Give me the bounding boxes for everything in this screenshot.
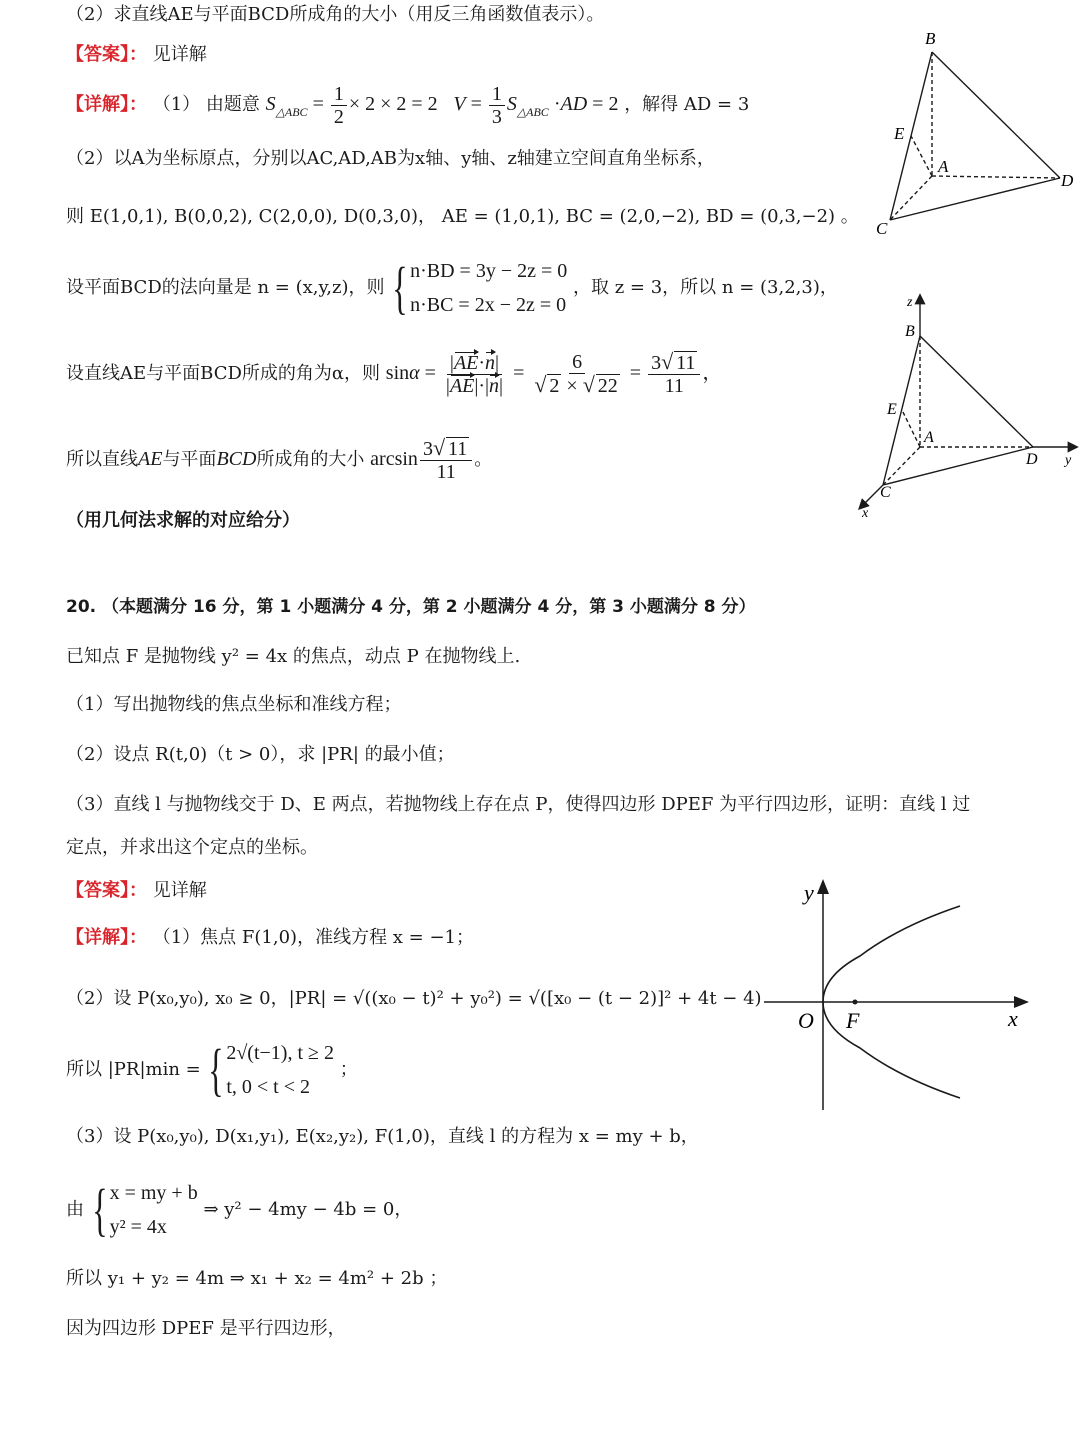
step1-area-formula: $S_{\triangle ABC}$ = $\frac{1}{2}$ × 2 × 2 = 2 <box>265 82 448 128</box>
part2-text: （2）设点 R(t,0)（t > 0），求 |PR| 的最小值； <box>66 744 455 765</box>
sol3-setup-text: （3）设 P(x₀,y₀), D(x₁,y₁), E(x₂,y₂), F(1,0)，直线 l 的方程为 x = my + b， <box>66 1126 699 1147</box>
normal-eq1: n·BD = 3y − 2z = 0 <box>410 260 568 282</box>
label-B: B <box>925 29 936 48</box>
sol1-text: （1）焦点 F(1,0)，准线方程 x = −1； <box>152 927 474 948</box>
left-brace: { <box>392 255 408 320</box>
edge-AE <box>902 410 920 447</box>
answer-text: 见详解 <box>152 44 207 65</box>
label-y: y <box>1065 453 1072 468</box>
label-F: F <box>846 1008 860 1033</box>
parallelogram-text: 因为四边形 DPEF 是平行四边形， <box>66 1318 346 1339</box>
label-A: A <box>924 429 934 446</box>
coords-text: 则 E(1,0,1), B(0,0,2), C(2,0,0), D(0,3,0)， <box>66 206 437 227</box>
q20-part2 <box>66 742 455 768</box>
system-prefix: 由 <box>66 1199 84 1220</box>
label-O: O <box>798 1008 814 1033</box>
answer-text: 见详解 <box>152 880 207 901</box>
q19-detail-step1 <box>66 80 749 136</box>
min-case2: t, 0 < t < 2 <box>226 1076 310 1098</box>
step1-prefix: （1） 由题意 <box>152 94 260 115</box>
part1-text: （1）写出抛物线的焦点坐标和准线方程； <box>66 694 402 715</box>
fraction-one-half: $\frac{1}{2}$ <box>331 83 347 128</box>
semicolon: ； <box>339 1059 358 1080</box>
label-D: D <box>1061 171 1074 190</box>
tetrahedron-figure <box>862 24 1078 240</box>
sol2-text: （2）设 P(x₀,y₀), x₀ ≥ 0，|PR| = √((x₀ − t)² + y₀²) = √([x₀ − (t − 2)]² + 4t − 4) <box>66 988 762 1009</box>
q20-solution1 <box>66 925 474 951</box>
line-parabola-system <box>90 1176 198 1244</box>
q20-parallelogram <box>66 1316 346 1342</box>
vieta-text: 所以 y₁ + y₂ = 4m ⇒ x₁ + x₂ = 4m² + 2b ； <box>66 1268 448 1289</box>
q20-solution2 <box>66 986 762 1012</box>
sin-formula: sinα = $\frac{|AE\cdot n|}{|AE|\cdot|n|}$ = $\frac{6}{√ 2 \times √ 22}$ = $\frac{3√ 11}{11}$ ， <box>385 349 723 397</box>
question-text: （2）求直线AE与平面BCD所成角的大小（用反三角函数值表示）。 <box>66 4 605 25</box>
left-brace: { <box>91 1177 108 1242</box>
sin-intro: 设直线AE与平面BCD所成的角为α，则 <box>66 363 381 384</box>
q20-system <box>66 1176 412 1244</box>
min-case1: 2√(t−1), t ≥ 2 <box>226 1042 334 1064</box>
q19-step2-coords <box>66 204 859 230</box>
system-eq1: x = my + b <box>109 1182 198 1204</box>
label-B: B <box>905 323 915 340</box>
q20-header <box>66 594 756 620</box>
focus-point <box>853 1000 858 1005</box>
step1-volume-formula: V = $\frac{1}{3}$ $S_{\triangle ABC} \cdot AD = 2$ <box>453 82 619 128</box>
q19-sin-alpha <box>66 346 722 401</box>
edge-CD <box>890 178 1060 220</box>
q20-part3-line2 <box>66 835 318 861</box>
part3-text-1: （3）直线 l 与抛物线交于 D、E 两点，若抛物线上存在点 P，使得四边形 DPEF 为平行四边形，证明：直线 l 过 <box>66 794 971 815</box>
step1-result: ，解得 AD = 3 <box>624 94 750 115</box>
edge-CD <box>883 447 1033 485</box>
detail-label: 【详解】： <box>66 94 147 115</box>
q20-solution3-setup <box>66 1124 699 1150</box>
conclusion-text: 所以直线AE与平面BCD所成角的大小 arcsin $\frac{3√ 11}{11}$ 。 <box>66 435 493 483</box>
answer-label: 【答案】： <box>66 44 147 65</box>
left-brace: { <box>208 1037 225 1102</box>
label-E: E <box>887 401 897 418</box>
stem-text: 已知点 F 是抛物线 y² = 4x 的焦点，动点 P 在抛物线上. <box>66 646 521 667</box>
part3-text-2: 定点，并求出这个定点的坐标。 <box>66 837 318 858</box>
label-A: A <box>938 157 949 176</box>
q19-answer-row <box>66 42 207 68</box>
min-prefix: 所以 |PR|min = <box>66 1059 201 1080</box>
q19-conclusion <box>66 432 492 487</box>
label-C: C <box>876 219 888 238</box>
label-C: C <box>880 484 891 501</box>
normal-eq2: n·BC = 2x − 2z = 0 <box>410 294 567 316</box>
q20-min-value <box>66 1036 358 1104</box>
edge-BD <box>932 52 1060 178</box>
edge-AE <box>911 136 932 176</box>
label-y: y <box>804 880 814 905</box>
fraction-one-third: $\frac{1}{3}$ <box>489 83 505 128</box>
coordinate-tetrahedron-figure <box>850 292 1080 520</box>
step2-intro-text: （2）以A为坐标原点，分别以AC,AD,AB为x轴、y轴、z轴建立空间直角坐标系， <box>66 148 715 169</box>
q20-stem <box>66 644 520 670</box>
label-D: D <box>1026 451 1038 468</box>
min-cases <box>206 1036 334 1104</box>
edge-AD <box>932 176 1060 178</box>
label-E: E <box>894 124 905 143</box>
fraction-dot-over-norms: $\frac{|AE\cdot n|}{|AE|\cdot|n|}$ <box>445 351 504 397</box>
q19-step2-intro <box>66 146 715 172</box>
detail-label: 【详解】： <box>66 927 147 948</box>
label-x: x <box>1008 1006 1018 1031</box>
q20-header-text: 20. （本题满分 16 分，第 1 小题满分 4 分，第 2 小题满分 4 分，第 3 小题满分 8 分） <box>66 597 756 617</box>
edge-BD <box>920 336 1033 447</box>
q19-part2-question <box>66 2 604 28</box>
note-text: （用几何法求解的对应给分） <box>66 510 300 531</box>
fraction-six-over-roots: $\frac{6}{√ 2 \times √ 22}$ <box>534 351 618 397</box>
q20-part3-line1 <box>66 792 970 818</box>
q20-answer-row <box>66 878 207 904</box>
q19-normal-vector <box>66 254 838 322</box>
system-eq2: y² = 4x <box>109 1216 167 1238</box>
parabola-figure <box>760 876 1040 1116</box>
q20-part1 <box>66 692 401 718</box>
normal-choice: ，取 z = 3，所以 n = (3,2,3)， <box>573 277 838 298</box>
arcsin-fraction: $\frac{3√ 11}{11}$ <box>420 437 472 483</box>
edge-AC <box>883 447 920 485</box>
answer-label: 【答案】： <box>66 880 147 901</box>
q20-vieta <box>66 1266 447 1292</box>
label-z: z <box>907 295 913 310</box>
fraction-result: $\frac{3√ 11}{11}$ <box>648 351 700 397</box>
normal-system <box>390 254 567 322</box>
vectors-text: AE = (1,0,1), BC = (2,0,−2), BD = (0,3,−2) 。 <box>441 206 859 227</box>
edge-AC <box>890 176 932 220</box>
label-x: x <box>862 506 869 520</box>
system-result: ⇒ y² − 4my − 4b = 0， <box>203 1199 413 1220</box>
q19-note <box>66 508 300 534</box>
normal-intro: 设平面BCD的法向量是 n = (x,y,z)，则 <box>66 277 385 298</box>
